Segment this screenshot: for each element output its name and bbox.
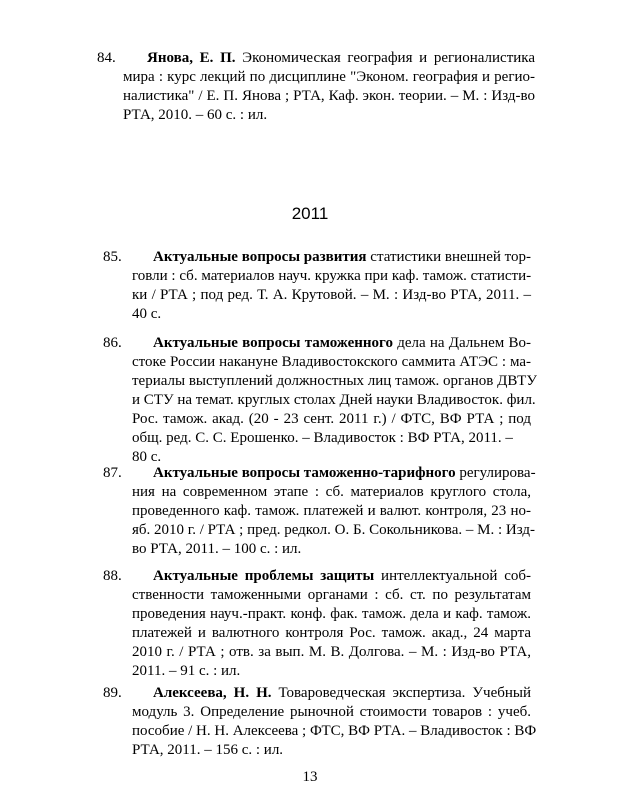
entry-line: модуль 3. Определение рыночной стоимости товаров : учеб. <box>132 704 531 720</box>
entry-line: ния на современном этапе : сб. материалов круглого стола, <box>132 484 531 500</box>
entry-title-bold: Актуальные вопросы таможенного <box>153 335 393 351</box>
entry-line: РТА, 2011. – 156 с. : ил. <box>132 742 284 758</box>
entry-line: говли : сб. материалов науч. кружка при каф. тамож. статисти- <box>132 268 532 284</box>
entry-number: 84. <box>97 50 116 66</box>
entry-line <box>153 464 536 483</box>
entry-author: Алексеева, Н. Н. <box>153 685 272 701</box>
entry-line: платежей и валютного контроля Рос. тамож. акад., 24 марта <box>132 625 531 641</box>
entry-text: регулирова- <box>455 465 536 481</box>
entry-line <box>153 248 531 267</box>
entry-title-bold: Актуальные проблемы защиты <box>153 568 375 584</box>
entry-line: 40 с. <box>132 306 162 322</box>
entry-number: 89. <box>103 685 122 701</box>
entry-title-bold: Актуальные вопросы развития <box>153 249 367 265</box>
entry-text: Экономическая география и регионалистика <box>235 50 536 66</box>
page-number: 13 <box>302 769 318 785</box>
entry-line: проведенного каф. тамож. платежей и валют. контроля, 23 но- <box>132 503 531 519</box>
entry-author: Янова, Е. П. <box>147 50 236 66</box>
entry-line: РТА, 2010. – 60 с. : ил. <box>123 107 268 123</box>
entry-line: Рос. тамож. акад. (20 - 23 сент. 2011 г.) / ФТС, ВФ РТА ; под <box>132 411 531 427</box>
entry-line <box>147 49 535 68</box>
entry-title-bold: Актуальные вопросы таможенно-тарифного <box>153 465 456 481</box>
entry-line: яб. 2010 г. / РТА ; пред. редкол. О. Б. Сокольникова. – М. : Изд- <box>132 522 535 538</box>
entry-line: пособие / Н. Н. Алексеева ; ФТС, ВФ РТА. – Владивосток : ВФ <box>132 723 537 739</box>
entry-line: стоке России накануне Владивостокского саммита АТЭС : ма- <box>132 354 531 370</box>
entry-number: 87. <box>103 465 122 481</box>
entry-line: ственности таможенными органами : сб. ст. по результатам <box>132 587 531 603</box>
entry-number: 86. <box>103 335 122 351</box>
entry-line: 2010 г. / РТА ; отв. за вып. М. В. Долгова. – М. : Изд-во РТА, <box>132 644 531 660</box>
entry-line: 80 с. <box>132 449 162 465</box>
entry-line: во РТА, 2011. – 100 с. : ил. <box>132 541 302 557</box>
year-heading: 2011 <box>291 204 329 223</box>
entry-text: интеллектуальной соб- <box>374 568 531 584</box>
entry-text: статистики внешней тор- <box>366 249 532 265</box>
entry-line: ки / РТА ; под ред. Т. А. Крутовой. – М. : Изд-во РТА, 2011. – <box>132 287 531 303</box>
entry-line: налистика" / Е. П. Янова ; РТА, Каф. экон. теории. – М. : Изд-во <box>123 88 535 104</box>
entry-line: мира : курс лекций по дисциплине "Эконом. география и регио- <box>123 69 535 85</box>
entry-text: дела на Дальнем Во- <box>392 335 531 351</box>
entry-number: 85. <box>103 249 122 265</box>
entry-line: 2011. – 91 с. : ил. <box>132 663 241 679</box>
entry-line <box>153 684 531 703</box>
entry-text: Товароведческая экспертиза. Учебный <box>271 685 531 701</box>
entry-number: 88. <box>103 568 122 584</box>
entry-line: териалы выступлений должностных лиц тамож. органов ДВТУ <box>132 373 537 389</box>
entry-line: проведения науч.-практ. конф. фак. тамож. дела и каф. тамож. <box>132 606 531 622</box>
entry-line: общ. ред. С. С. Ерошенко. – Владивосток : ВФ РТА, 2011. – <box>132 430 513 446</box>
entry-line: и СТУ на темат. круглых столах Дней науки Владивосток. фил. <box>132 392 536 408</box>
entry-line <box>153 334 531 353</box>
entry-line <box>153 567 531 586</box>
